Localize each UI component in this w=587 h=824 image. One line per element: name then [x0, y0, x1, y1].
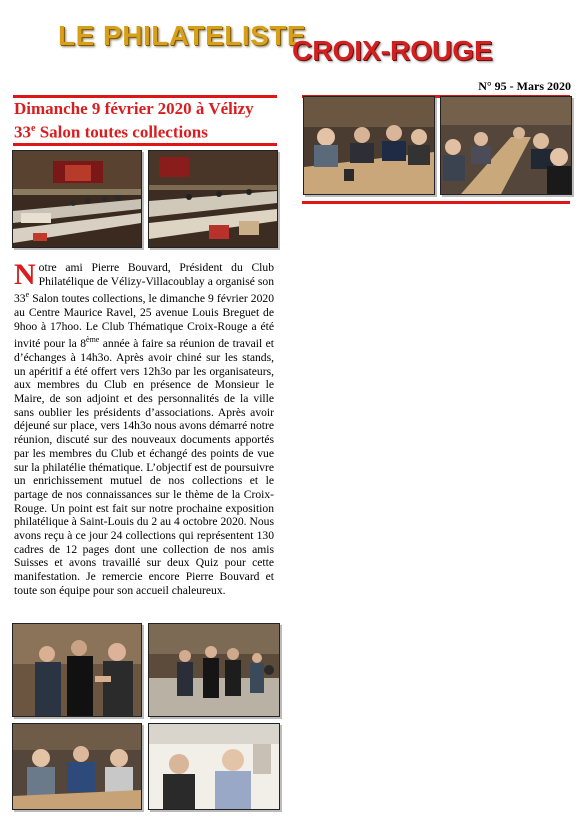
masthead-title-part2: CROIX-ROUGE [292, 35, 493, 66]
photo-officials-1 [12, 623, 142, 717]
photo-meeting-table-2 [440, 96, 572, 195]
headline-top-rule [13, 95, 277, 98]
article-superscript-1: e [25, 290, 30, 300]
article-text-part2: Salon toutes collections, le dimanche 9 février 2020 au Centre Maurice Ravel, 25 avenue Louis Breguet de 9hoo à 17hoo. Le Club Thématique Croix-Rouge a été invité pour la 8 [14, 292, 274, 351]
headline-bottom-rule [13, 143, 277, 146]
photo-exhibition-hall-1 [12, 150, 142, 248]
article-body [14, 258, 274, 598]
photo-officials-2 [148, 623, 280, 717]
headline-number: 33 [14, 122, 31, 142]
article-superscript-2: ème [86, 335, 100, 345]
article-text-part3: année à faire sa réunion de travail et d’échanges à 14h3o. Après avoir chiné sur les stands, un apéritif a été offert vers 12h3o par les organisateurs, aux membres du Club en présence de Monsieur le Maire, de son adjoint et des personnalités de la ville sans oublier les présidents d’associations. Après avoir déjeuné sur place, vers 14h3o nous avons démarré notre réunion, discuté sur des nouveaux documents apportés par les membres du Club et échangé des points de vue sur la philatélie thématique. L’objectif est de poursuivre un enrichissement mutuel de nos collections et le partage de nos connaissances sur le thème de la Croix-Rouge. Un point est fait sur notre prochaine exposition philatélique à Saint-Louis du 2 au 4 octobre 2020. Nous avons reçu à ce jour 24 collections qui représentent 130 cadres de 12 pages dont une collection de nos amis Suisses et avons travaillé sur deux Quiz pour cette manifestation. Je remercie encore Pierre Bouvard et toute son équipe pour son accueil chaleureux. [14, 337, 274, 597]
drop-cap: N [14, 258, 36, 291]
headline-rest: Salon toutes collections [35, 122, 208, 142]
right-bottom-rule [302, 201, 570, 204]
headline-line1: Dimanche 9 février 2020 à Vélizy [14, 99, 254, 118]
article-headline [14, 99, 276, 143]
photo-meeting-table-1 [303, 96, 435, 195]
article-text-part1: otre ami Pierre Bouvard, Président du Club Philatélique de Vélizy-Villacoublay a organisé son 33 [14, 261, 274, 306]
photo-members-2 [148, 723, 280, 810]
photo-members-1 [12, 723, 142, 810]
masthead [58, 20, 518, 66]
photo-exhibition-hall-2 [148, 150, 278, 248]
issue-number: N° 95 - Mars 2020 [478, 79, 571, 93]
headline-line2 [14, 119, 276, 143]
headline-superscript: e [31, 123, 36, 134]
masthead-title-part1: LE PHILATELISTE [58, 20, 307, 51]
